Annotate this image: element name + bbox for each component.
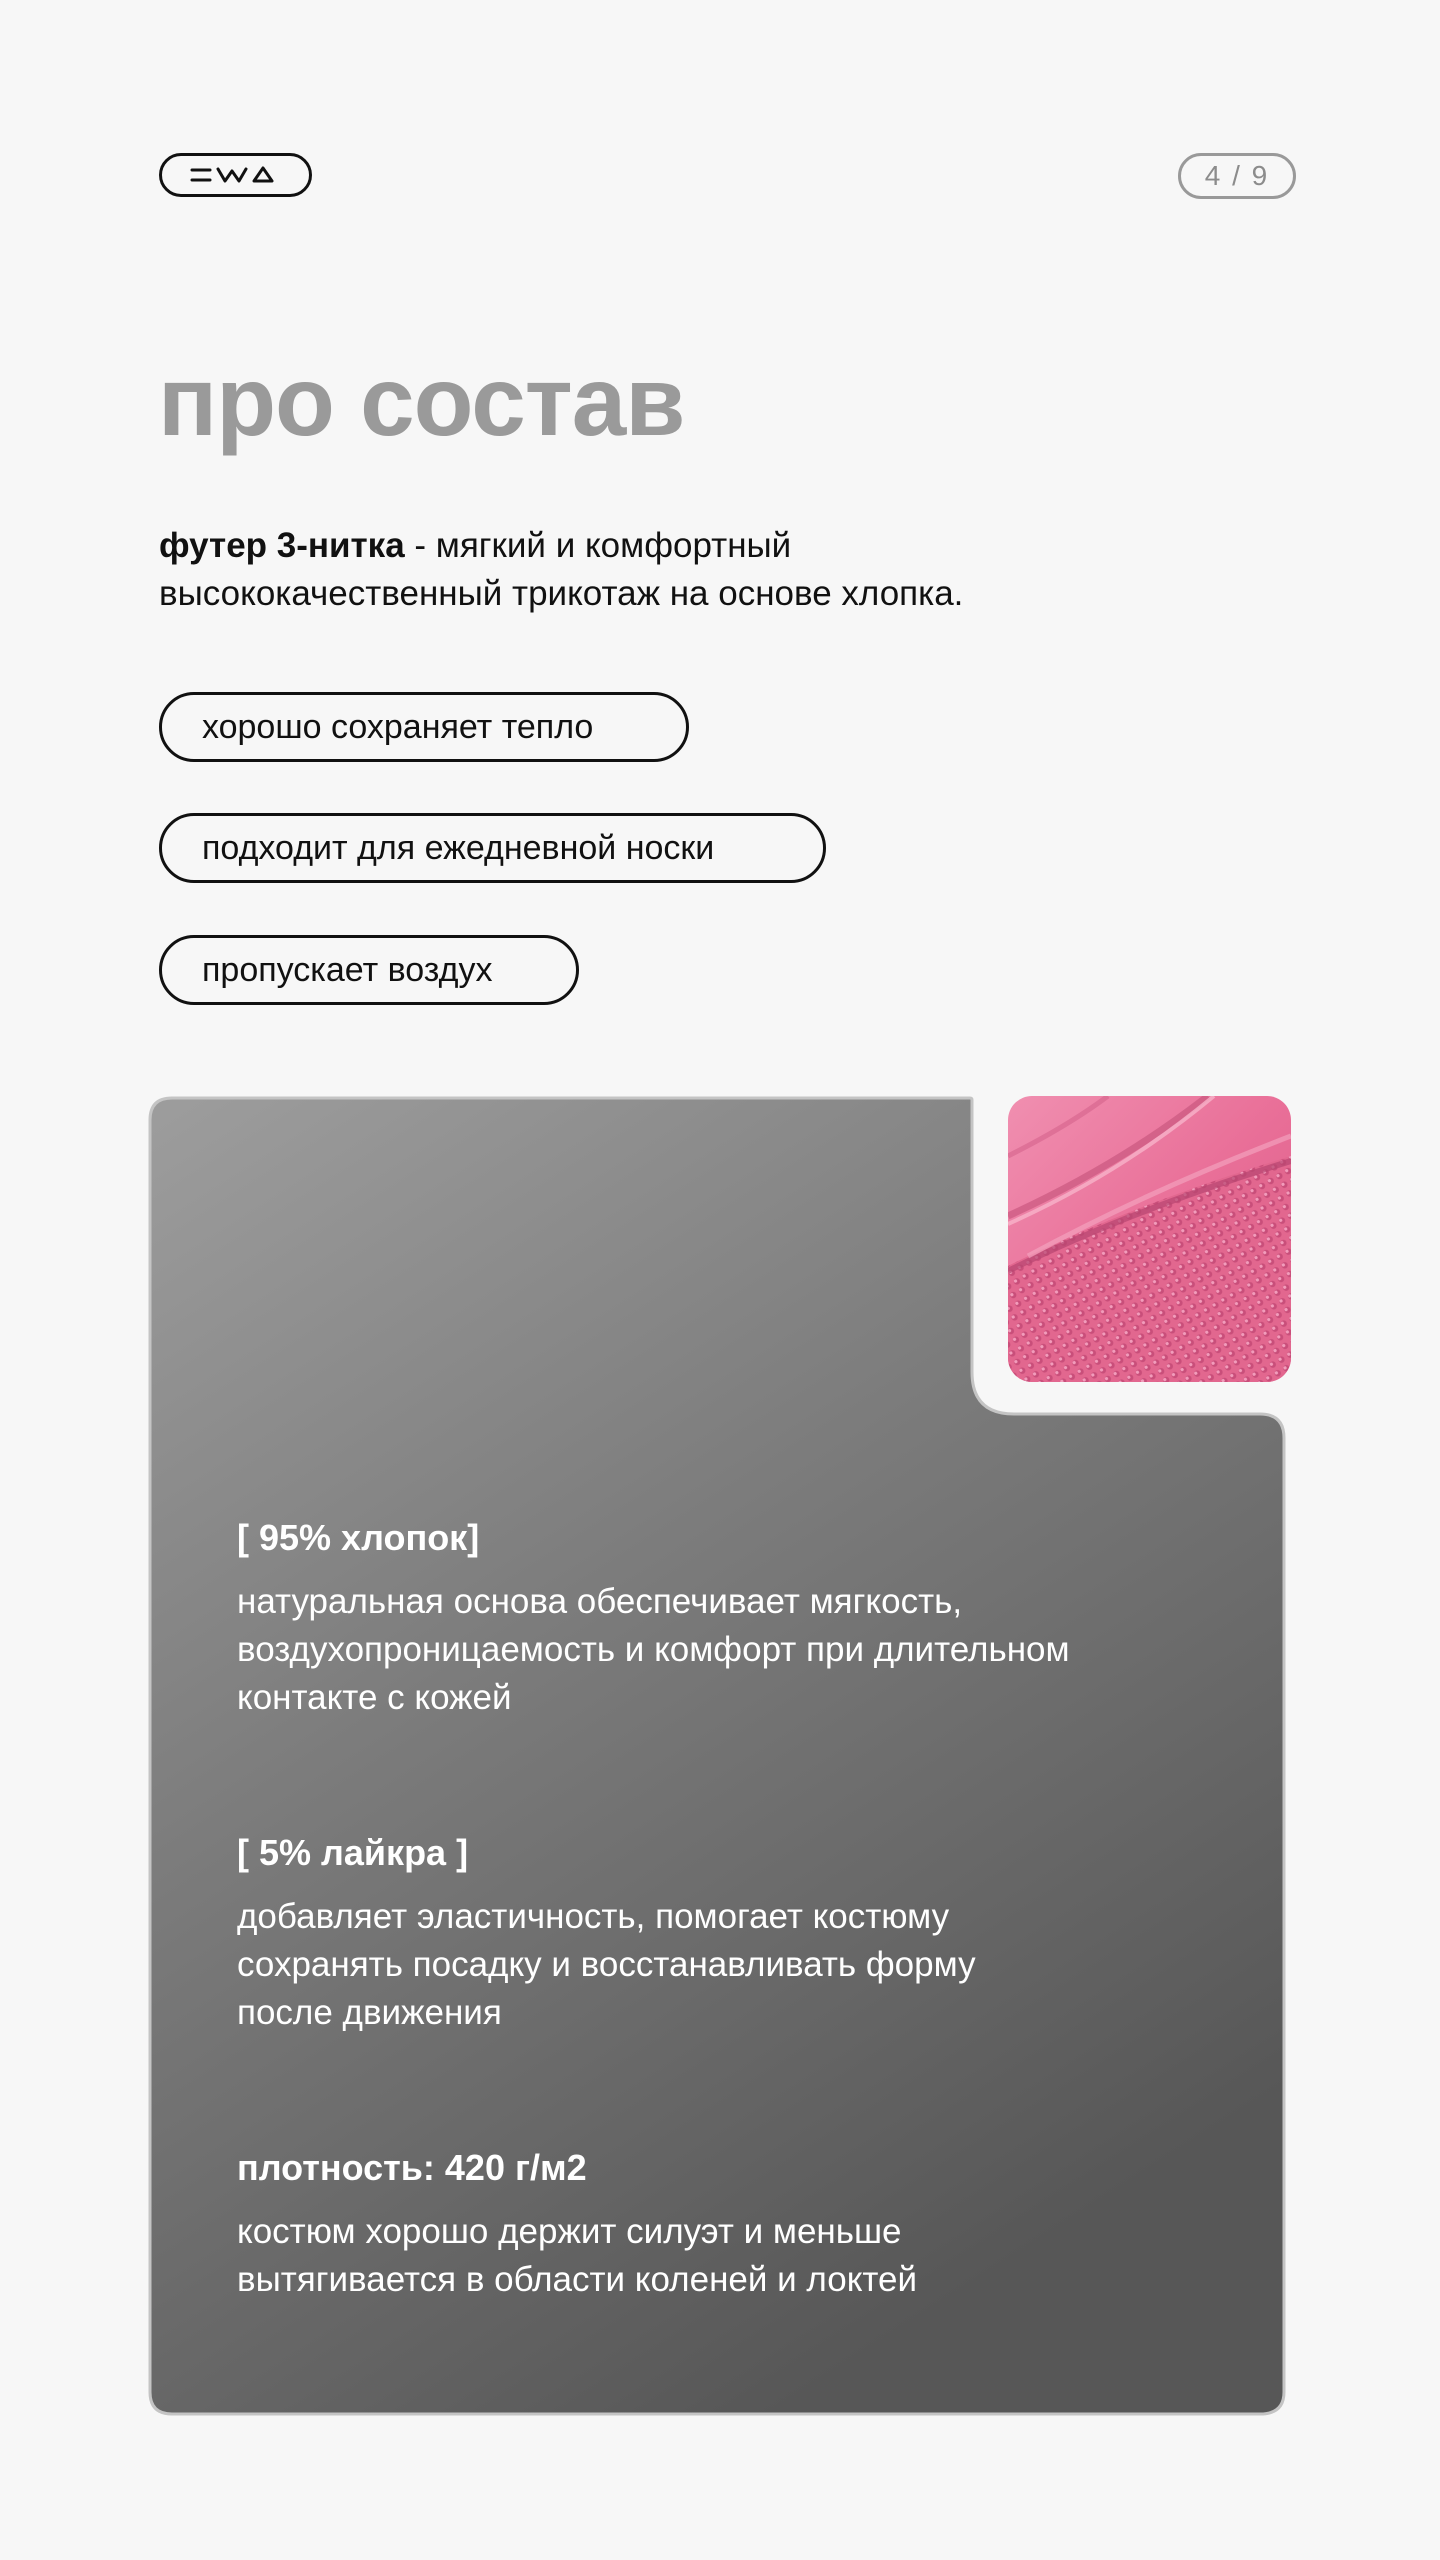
spec-density-text: костюм хорошо держит силуэт и меньше вытягивается в области коленей и локтей xyxy=(237,2212,918,2299)
spec-cotton xyxy=(237,1516,1237,1722)
brand-logo[interactable] xyxy=(159,153,312,197)
feature-tag-everyday: подходит для ежедневной носки xyxy=(159,813,826,883)
intro-paragraph xyxy=(159,522,1159,618)
intro-text: - мягкий и комфортный высококачественный трикотаж на основе хлопка. xyxy=(159,526,964,613)
spec-lycra-title: [ 5% лайкра ] xyxy=(237,1832,469,1873)
fabric-photo xyxy=(1008,1096,1291,1382)
intro-bold-term: футер 3-нитка xyxy=(159,526,405,565)
brand-logo-icon xyxy=(188,163,284,187)
page-counter: 4 / 9 xyxy=(1178,153,1296,199)
page-title: про состав xyxy=(158,346,685,456)
feature-tag-breathable: пропускает воздух xyxy=(159,935,579,1005)
spec-density-title: плотность: 420 г/м2 xyxy=(237,2147,587,2188)
feature-tag-warmth: хорошо сохраняет тепло xyxy=(159,692,689,762)
spec-cotton-title: [ 95% хлопок] xyxy=(237,1517,480,1558)
spec-density xyxy=(237,2146,1237,2304)
spec-lycra xyxy=(237,1831,1237,2037)
spec-cotton-text: натуральная основа обеспечивает мягкость, воздухопроницаемость и комфорт при длительном контакте с кожей xyxy=(237,1582,1070,1717)
spec-lycra-text: добавляет эластичность, помогает костюму сохранять посадку и восстанавливать форму после движения xyxy=(237,1897,976,2032)
